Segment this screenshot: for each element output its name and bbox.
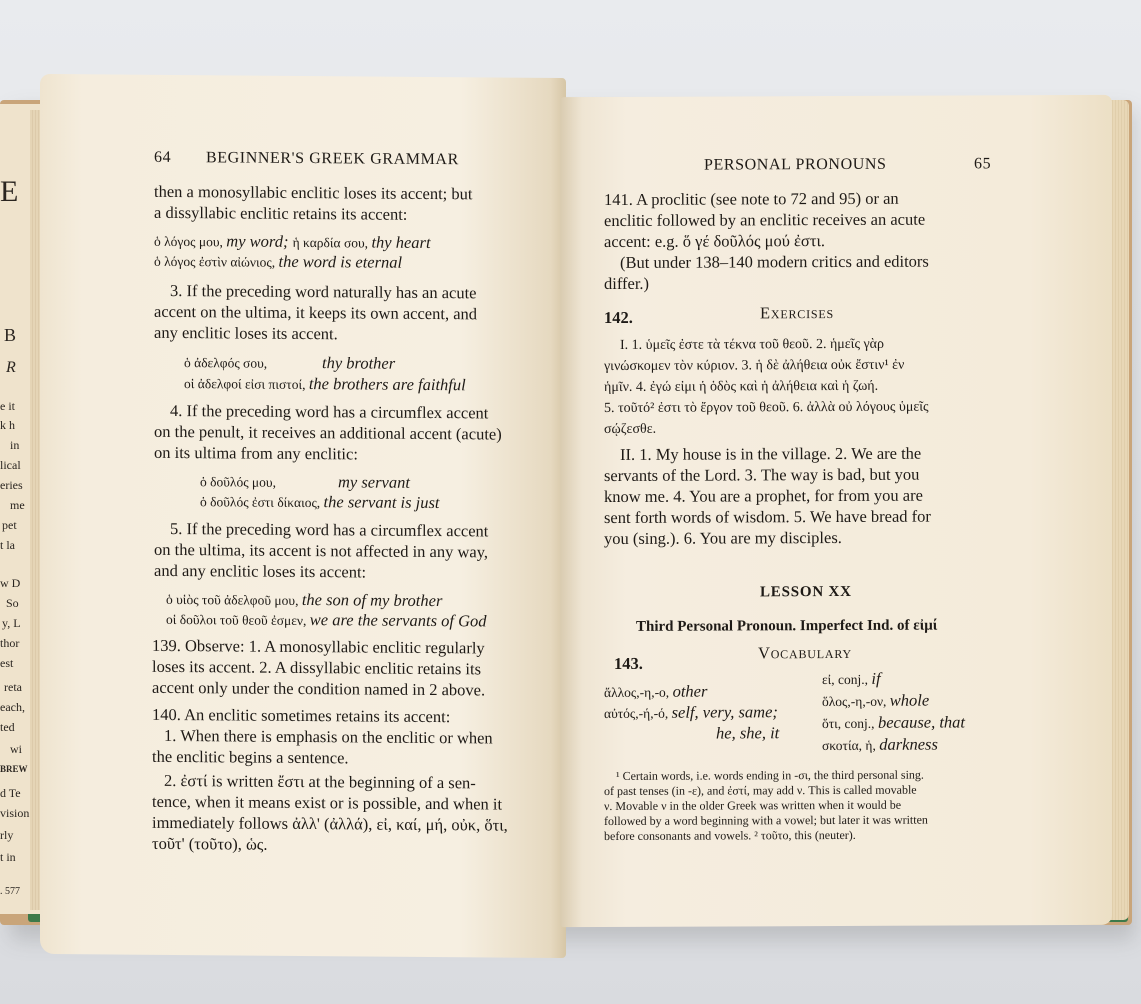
vocab-entry <box>822 734 938 757</box>
example-line <box>184 351 267 374</box>
translation: my word; <box>226 231 293 251</box>
example-line <box>154 250 402 274</box>
under-fragment: t la <box>0 538 15 552</box>
translation: self, very, same; <box>671 702 778 722</box>
text-line: 2. ἐστί is written ἔστι at the beginning of a sen- <box>164 770 476 793</box>
translation: darkness <box>879 734 938 754</box>
translation: the word is eternal <box>278 251 403 272</box>
running-head: PERSONAL PRONOUNS <box>704 155 887 174</box>
text-line: accent only under the condition named in 2 above. <box>152 677 486 700</box>
text-line: (But under 138–140 modern critics and editors <box>620 251 929 272</box>
text-line: loses its accent. 2. A dissyllabic enclitic retains its <box>152 656 482 679</box>
text-line: 139. Observe: 1. A monosyllabic enclitic regularly <box>152 635 485 658</box>
under-fragment: est <box>0 656 14 670</box>
exercise-line: I. 1. ὑμεῖς ἐστε τὰ τέκνα τοῦ θεοῦ. 2. ἡμεῖς γὰρ <box>620 336 885 353</box>
under-fragment: each, <box>0 700 25 714</box>
text-line: accent on the ultima, it keeps its own accent, and <box>154 301 478 324</box>
under-fragment: k h <box>0 418 15 432</box>
exercise-line: know me. 4. You are a prophet, for from you are <box>604 485 923 507</box>
under-fragment: thor <box>0 636 20 650</box>
exercises-heading: Exercises <box>760 303 834 323</box>
greek-text: ἡ καρδία σου, <box>292 234 372 251</box>
under-fragment: e it <box>0 399 15 413</box>
text-line: then a monosyllabic enclitic loses its accent; but <box>154 181 473 204</box>
under-fragment: B <box>4 325 17 345</box>
greek-text: ὅλος,-η,-ον, <box>822 693 890 710</box>
page-number: 65 <box>974 155 992 173</box>
under-fragment: BREW <box>0 764 28 774</box>
translation: the brothers are faithful <box>308 374 466 395</box>
vocab-entry <box>822 690 929 713</box>
under-fragment: . 577 <box>0 886 20 897</box>
text-line: 140. An enclitic sometimes retains its accent: <box>152 704 451 727</box>
vocab-entry <box>604 701 778 724</box>
under-fragment: w D <box>0 576 21 590</box>
greek-text: ὁ ἀδελφός σου, <box>184 355 268 371</box>
example-line <box>184 372 466 397</box>
exercise-line: sent forth words of wisdom. 5. We have bread for <box>604 506 931 528</box>
text-line: on its ultima from any enclitic: <box>154 442 358 464</box>
under-fragment: me <box>10 498 25 512</box>
under-fragment: lical <box>0 458 21 472</box>
text-line: 4. If the preceding word has a circumflex accent <box>170 400 489 423</box>
text-line: enclitic followed by an enclitic receives an acute <box>604 209 926 231</box>
translation: because, that <box>877 712 965 732</box>
greek-text: οἱ ἀδελφοί εἰσι πιστοί, <box>184 376 309 393</box>
exercises-number: 142. <box>604 307 633 328</box>
translation: we are the servants of God <box>309 610 487 631</box>
under-fragment: in <box>10 438 20 452</box>
under-fragment: vision <box>0 806 30 820</box>
text-line: tence, when it means exist or is possible, and when it <box>152 791 503 814</box>
vocab-entry <box>822 711 965 734</box>
translation: thy heart <box>371 232 431 253</box>
text-line: a dissyllabic enclitic retains its accent: <box>154 202 408 224</box>
vocab-entry <box>822 668 881 691</box>
translation: whole <box>889 690 930 710</box>
translation: the servant is just <box>323 492 440 513</box>
lesson-subtitle: Third Personal Pronoun. Imperfect Ind. of εἰμί <box>636 617 938 635</box>
under-fragment: wi <box>10 742 22 756</box>
text-line: 5. If the preceding word has a circumflex accent <box>170 518 489 541</box>
right-page <box>560 95 1112 927</box>
exercise-line: ἡμῖν. 4. ἐγώ εἰμι ἡ ὁδὸς καὶ ἡ ἀλήθεια καὶ ἡ ζωή. <box>604 378 879 396</box>
translation: my servant <box>338 472 410 492</box>
text-line: accent: e.g. ὅ γέ δοῦλός μού ἐστι. <box>604 231 826 252</box>
footnote-line: followed by a word beginning with a vowel; but later it was written <box>604 812 928 829</box>
translation: other <box>672 681 708 701</box>
exercise-line: servants of the Lord. 3. The way is bad, but you <box>604 464 920 486</box>
greek-text: εἰ, conj., <box>822 671 872 688</box>
text-line: immediately follows ἀλλ' (ἀλλά), εἰ, καί, μή, οὐκ, ὅτι, <box>152 812 508 835</box>
exercise-line: II. 1. My house is in the village. 2. We are the <box>620 443 922 464</box>
footnote-line: before consonants and vowels. ² τοῦτο, this (neuter). <box>604 827 856 844</box>
greek-text: ἄλλος,-η,-ο, <box>604 684 673 701</box>
greek-text: οἱ δοῦλοι τοῦ θεοῦ ἐσμεν, <box>166 611 310 629</box>
greek-text: ὅτι, conj., <box>822 715 878 732</box>
under-fragment: So <box>6 596 19 610</box>
translation: if <box>871 668 881 688</box>
running-head: BEGINNER'S GREEK GRAMMAR <box>206 149 459 169</box>
under-fragment: eries <box>0 478 23 492</box>
greek-text: ὁ λόγος ἐστὶν αἰώνιος, <box>154 253 279 270</box>
under-fragment: t in <box>0 850 16 864</box>
vocabulary-heading: Vocabulary <box>758 642 852 663</box>
translation: thy brother <box>322 353 396 373</box>
text-line: differ.) <box>604 273 650 294</box>
text-line: the enclitic begins a sentence. <box>152 746 349 768</box>
text-line: any enclitic loses its accent. <box>154 322 338 344</box>
vocab-entry <box>604 681 707 704</box>
text-line: 1. When there is emphasis on the enclitic or when <box>164 725 493 748</box>
translation: the son of my brother <box>301 589 443 611</box>
text-line: τοῦτ' (τοῦτο), ὡς. <box>152 833 268 854</box>
under-fragment: ted <box>0 720 15 734</box>
footnote-line: of past tenses (in -ε), and ἐστί, may add ν. This is called movable <box>604 782 917 799</box>
exercise-line: γινώσκομεν τὸν κύριον. 3. ἡ δὲ ἀλήθεια οὐκ ἔστιν¹ ἐν <box>604 357 905 375</box>
under-fragment: y, L <box>2 616 21 630</box>
exercise-line: 5. τοῦτό² ἐστι τὸ ἔργον τοῦ θεοῦ. 6. ἀλλὰ οὐ λόγους ὑμεῖς <box>604 399 929 417</box>
footnote-line: ¹ Certain words, i.e. words ending in -σι, the third personal sing. <box>616 767 924 783</box>
greek-text: ὁ δοῦλός ἐστι δίκαιος, <box>200 494 324 511</box>
greek-text: ὁ δοῦλός μου, <box>200 474 276 490</box>
text-line: 141. A proclitic (see note to 72 and 95) or an <box>604 188 899 210</box>
translation: he, she, it <box>716 723 780 743</box>
exercise-line: σῴζεσθε. <box>604 421 657 438</box>
under-fragment: E <box>0 175 19 208</box>
text-line: and any enclitic loses its accent: <box>154 560 367 582</box>
text-line: 3. If the preceding word naturally has an acute <box>170 280 477 303</box>
under-fragment: reta <box>4 680 22 694</box>
text-line: on the ultima, its accent is not affected in any way, <box>154 539 489 562</box>
example-line <box>166 608 487 633</box>
under-fragment: R <box>6 359 16 376</box>
example-line <box>200 490 440 514</box>
under-fragment: rly <box>0 828 14 842</box>
greek-text: αὐτός,-ή,-ό, <box>604 705 672 722</box>
greek-text: ὁ υἱὸς τοῦ ἀδελφοῦ μου, <box>166 591 302 608</box>
under-fragment: pet <box>2 518 17 532</box>
greek-text: ὁ λόγος μου, <box>154 233 227 250</box>
vocabulary-number: 143. <box>614 653 643 673</box>
under-fragment: d Te <box>0 786 21 800</box>
footnote-line: ν. Movable ν in the older Greek was written when it would be <box>604 797 902 814</box>
greek-text: σκοτία, ἡ, <box>822 737 880 754</box>
section-141 <box>604 188 899 211</box>
exercise-line: you (sing.). 6. You are my disciples. <box>604 527 842 549</box>
lesson-title: LESSON XX <box>760 583 852 601</box>
left-page <box>40 74 566 958</box>
page-number: 64 <box>154 148 172 166</box>
text-line: on the penult, it receives an additional accent (acute) <box>154 421 502 444</box>
